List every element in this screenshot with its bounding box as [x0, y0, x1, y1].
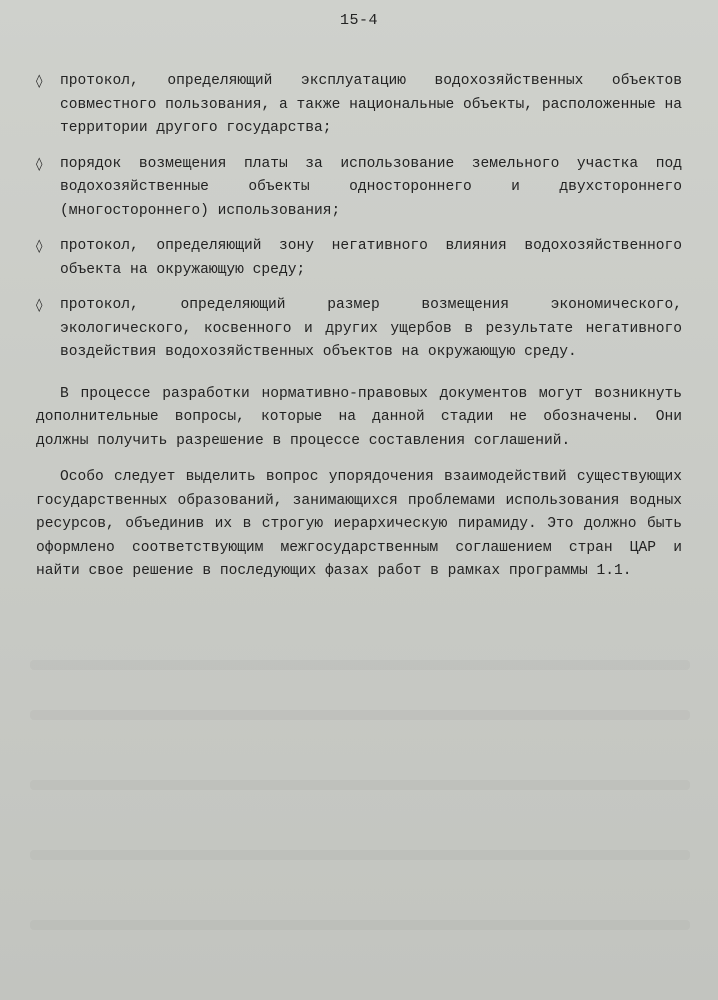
show-through-shadow — [30, 920, 690, 930]
show-through-shadow — [30, 850, 690, 860]
list-item-text: протокол, определяющий эксплуатацию водохозяйственных объектов совместного пользования, а также национальные объекты, расположенные на территории другого государства; — [60, 73, 682, 136]
diamond-bullet-icon: ◊ — [36, 156, 43, 172]
list-item-text: протокол, определяющий размер возмещения экономического, экологического, косвенного и других ущербов в результате негативного воздействия водохозяйственных объектов на окружающую среду. — [60, 297, 682, 360]
diamond-bullet-icon: ◊ — [36, 239, 43, 254]
list-item — [36, 235, 682, 282]
list-item — [36, 153, 682, 224]
diamond-bullet-icon: ◊ — [36, 74, 43, 89]
show-through-shadow — [30, 780, 690, 790]
page-content — [36, 70, 682, 597]
list-item — [36, 70, 682, 141]
bullet-list — [36, 70, 682, 365]
body-paragraph: В процессе разработки нормативно-правовых документов могут возникнуть дополнительные вопросы, которые на данной стадии не обозначены. Они должны получить разрешение в процессе составления соглашений. — [36, 385, 682, 449]
show-through-shadow — [30, 710, 690, 720]
list-item-text: протокол, определяющий зону негативного влияния водохозяйственного объекта на окружающую среду; — [60, 238, 682, 278]
list-item — [36, 294, 682, 365]
list-item-text: порядок возмещения платы за использование земельного участка под водохозяйственные объекты одностороннего и двухстороннего (многостороннего) использования; — [60, 155, 682, 219]
body-paragraph: Особо следует выделить вопрос упорядочения взаимодействий существующих государственных образований, занимающихся проблемами использования водных ресурсов, объединив их в строгую иерархическую пирамиду. Это должно быть оформлено соответствующим межгосударственным соглашением стран ЦАР и найти свое решение в последующих фазах работ в рамках программы 1.1. — [36, 469, 682, 579]
diamond-bullet-icon: ◊ — [36, 298, 43, 313]
show-through-shadow — [30, 660, 690, 670]
page-number: 15-4 — [339, 12, 378, 29]
